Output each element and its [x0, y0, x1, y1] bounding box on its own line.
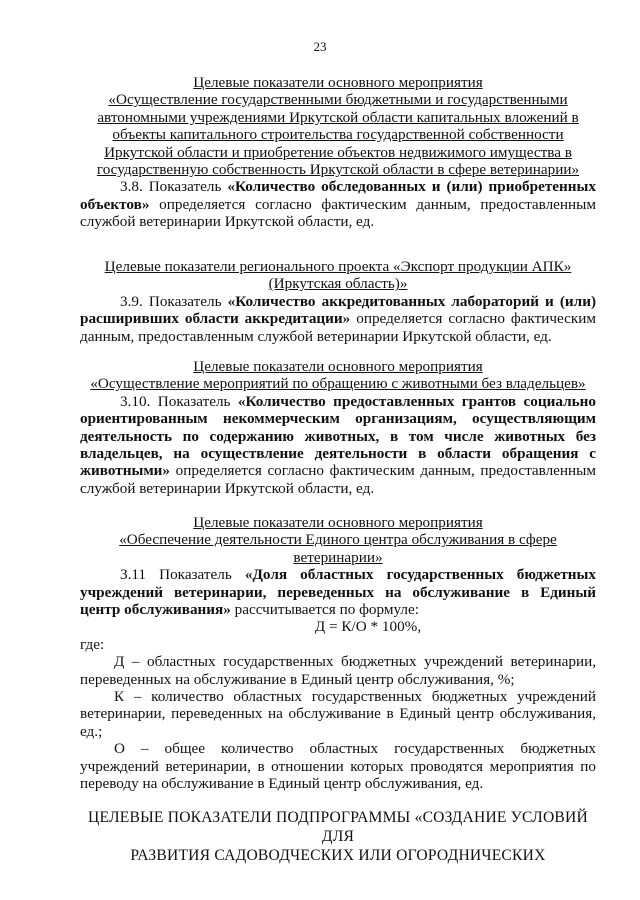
section-3-10 — [80, 358, 596, 497]
section-heading-line: объекты капитального строительства государственной собственности — [112, 126, 564, 144]
formula-where-label: где: — [80, 635, 105, 653]
paragraph-suffix: определяется согласно фактическим данным, предоставленным службой ветеринарии Иркутской области, ед. — [80, 195, 596, 231]
paragraph-prefix: 3.10. Показатель — [120, 392, 238, 410]
page-number: 23 — [313, 39, 327, 54]
paragraph-prefix: 3.11 Показатель — [120, 566, 245, 584]
paragraph-suffix: рассчитывается по формуле: — [230, 601, 419, 619]
subprogram-heading — [74, 808, 602, 865]
paragraph-prefix: 3.9. Показатель — [120, 292, 228, 310]
indicator-paragraph — [80, 178, 596, 230]
formula-definition-o: О – общее количество областных государственных бюджетных учреждений ветеринарии, в отношении которых проводятся мероприятия по переводу на обслуживание в Единый центр обслуживания, ед. — [80, 740, 596, 793]
indicator-name: «Количество предоставленных грантов социально ориентированным некоммерческим организациям, осуществляющим деятельность по содержанию животных, в том числе животных без владельцев, на осуществление деятельности в области обращения с животными» — [80, 392, 596, 480]
formula: Д = К/О * 100%, — [314, 618, 422, 636]
indicator-name: «Количество обследованных и (или) приобретенных объектов» — [80, 178, 596, 213]
section-3-11 — [80, 514, 596, 793]
indicator-name: «Доля областных государственных бюджетных учреждений ветеринарии, переведенных на обслуживание в Единый центр обслуживания» — [80, 566, 597, 619]
subprogram-heading-line: ЦЕЛЕВЫЕ ПОКАЗАТЕЛИ ПОДПРОГРАММЫ «СОЗДАНИЕ УСЛОВИЙ ДЛЯ — [88, 809, 588, 845]
section-heading-line: (Иркутская область)» — [268, 275, 408, 293]
formula-definition-k: К – количество областных государственных бюджетных учреждений ветеринарии, переведенных на обслуживание в Единый центр обслуживания, ед.; — [80, 688, 596, 740]
section-heading-line: Целевые показатели основного мероприятия — [193, 74, 483, 91]
section-heading-line: «Осуществление мероприятий по обращению с животными без владельцев» — [90, 375, 586, 393]
section-heading-line: ветеринарии» — [293, 548, 383, 566]
indicator-paragraph — [80, 566, 596, 618]
section-heading-line: Целевые показатели основного мероприятия — [193, 514, 483, 531]
subprogram-heading-line: РАЗВИТИЯ САДОВОДЧЕСКИХ ИЛИ ОГОРОДНИЧЕСКИХ — [130, 847, 546, 864]
formula-definition-d: Д – областных государственных бюджетных учреждений ветеринарии, переведенных на обслуживание в Единый центр обслуживания, %; — [80, 653, 596, 688]
paragraph-suffix: определяется согласно фактическим данным, предоставленным службой ветеринарии Иркутской области, ед. — [80, 310, 596, 345]
section-heading-line: Целевые показатели регионального проекта «Экспорт продукции АПК» — [104, 258, 572, 275]
indicator-paragraph — [80, 393, 596, 497]
section-heading-line: «Обеспечение деятельности Единого центра обслуживания в сфере — [119, 531, 557, 549]
indicator-paragraph — [80, 293, 596, 345]
indicator-name: «Количество аккредитованных лабораторий и (или) расширивших области аккредитации» — [80, 292, 597, 328]
section-heading-line: Иркутской области и приобретение объектов недвижимого имущества в — [104, 143, 572, 161]
paragraph-suffix: определяется согласно фактическим данным, предоставленным службой ветеринарии Иркутской области, ед. — [80, 462, 596, 497]
section-3-8 — [80, 74, 596, 231]
section-heading-line: автономными учреждениями Иркутской области капитальных вложений в — [97, 108, 579, 126]
paragraph-prefix: 3.8. Показатель — [120, 178, 228, 196]
section-heading-line: «Осуществление государственными бюджетными и государственными — [108, 91, 568, 109]
section-heading-line: Целевые показатели основного мероприятия — [193, 358, 483, 375]
section-heading-line: государственную собственность Иркутской области в сфере ветеринарии» — [96, 161, 580, 179]
section-3-9 — [80, 258, 596, 345]
